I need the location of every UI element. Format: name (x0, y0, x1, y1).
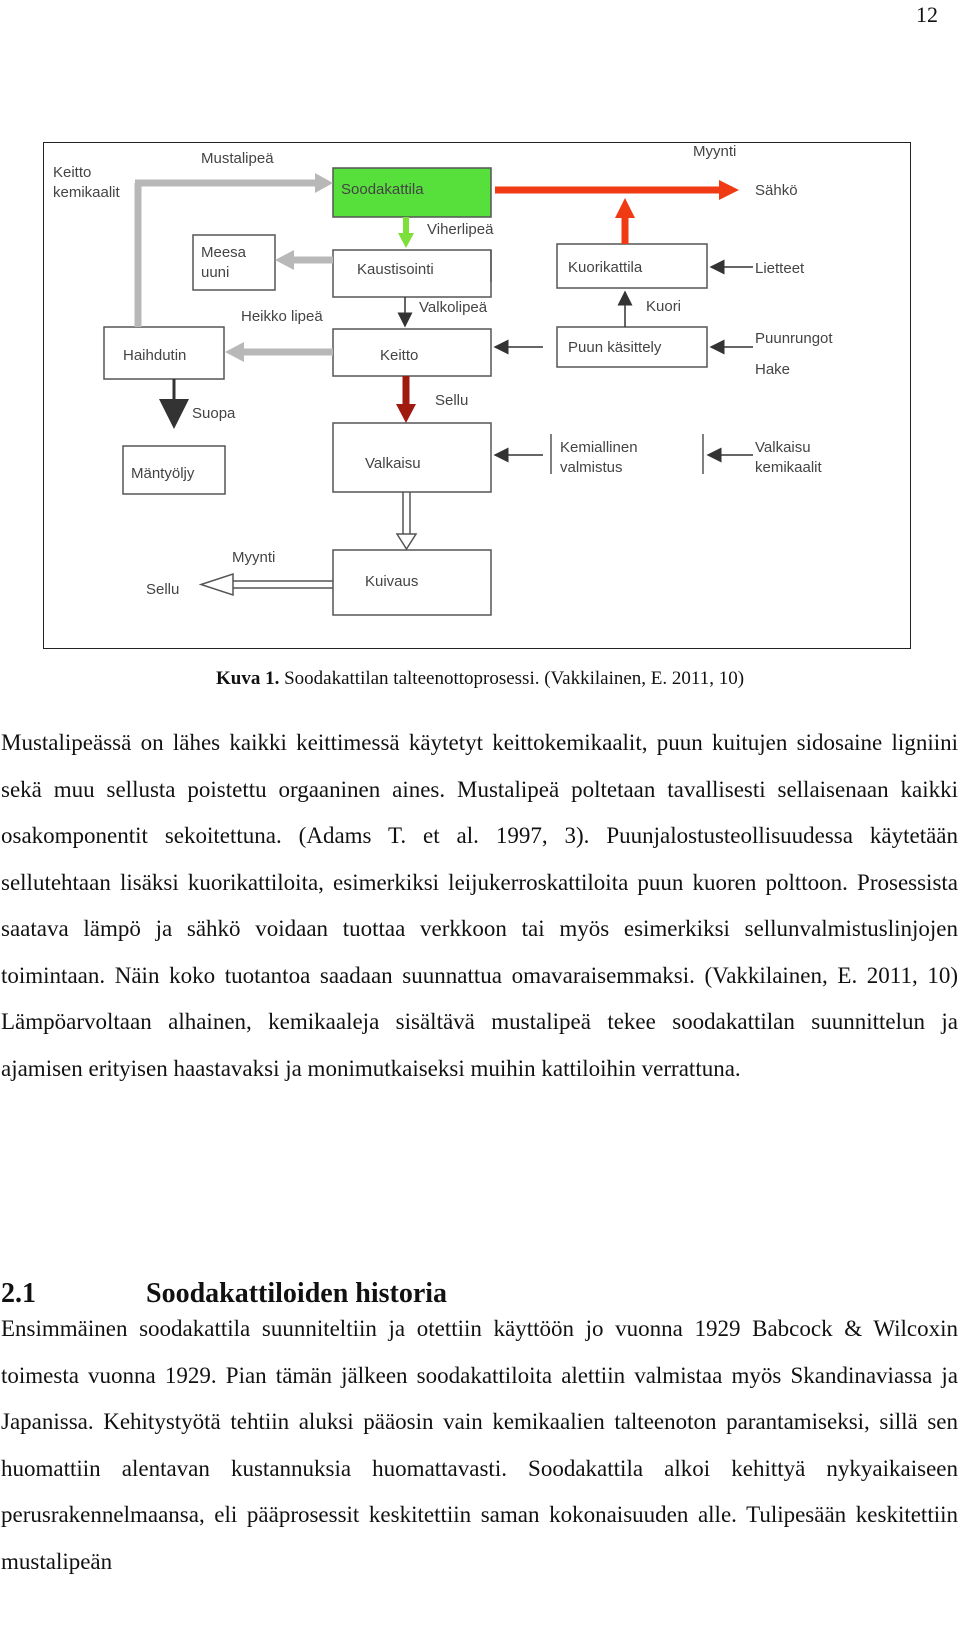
label-viherlipea: Viherlipeä (427, 221, 494, 238)
label-keitto-kemikaalit-2: kemikaalit (53, 184, 120, 201)
figure-caption (0, 668, 960, 690)
process-diagram (43, 142, 911, 649)
label-keitto: Keitto (380, 347, 419, 364)
process-diagram-svg (43, 142, 911, 649)
label-kuori: Kuori (646, 298, 682, 315)
label-lietteet: Lietteet (755, 260, 805, 277)
page-number: 12 (916, 2, 938, 27)
label-myynti-bottom: Myynti (232, 549, 276, 566)
label-haihdutin: Haihdutin (123, 347, 187, 364)
label-keitto-kemikaalit-1: Keitto (53, 164, 92, 181)
paragraph-2: Ensimmäinen soodakattila suunniteltiin ja otettiin käyttöön jo vuonna 1929 Babcock & Wilcoxin toimesta vuonna 1929. Pian tämän jälkeen soodakattiloita alettiin valmistaa myös Skandinaviassa ja Japanissa. Kehitystyötä tehtiin aluksi pääosin vain kemikaalien talteenoton parantamiseksi, sillä sen huomattiin alentavan kustannuksia huomattavasti. Soodakattila alkoi kehittyä nykyaikaiseen perusrakennelmaansa, eli pääprosessit keskitettiin saman kokonaisuuden alle. Tulipesään keskitettiin mustalipeän (1, 1316, 958, 1574)
label-kaustisointi: Kaustisointi (357, 261, 434, 278)
label-puunrungot: Puunrungot (755, 330, 833, 347)
label-heikko-lipea: Heikko lipeä (241, 308, 323, 325)
label-soodakattila: Soodakattila (341, 181, 424, 198)
label-kemiallinen: Kemiallinen (560, 439, 638, 456)
label-puun-kasittely: Puun käsittely (568, 339, 662, 356)
label-uuni: uuni (201, 264, 230, 281)
label-sellu-mid: Sellu (435, 392, 469, 409)
label-hake: Hake (755, 361, 791, 378)
label-valkaisu-chem-1: Valkaisu (755, 439, 811, 456)
label-valmistus: valmistus (560, 459, 623, 476)
label-valkaisu-chem-2: kemikaalit (755, 459, 822, 476)
label-myynti-top: Myynti (693, 143, 737, 160)
label-valkolipea: Valkolipeä (419, 299, 488, 316)
section-title: Soodakattiloiden historia (146, 1278, 448, 1309)
section-number: 2.1 (1, 1278, 36, 1309)
label-mantyoljy: Mäntyöljy (131, 465, 195, 482)
caption-label: Kuva 1. (215, 668, 280, 689)
label-kuorikattila: Kuorikattila (568, 259, 643, 276)
label-valkaisu: Valkaisu (365, 455, 421, 472)
label-sahko: Sähkö (755, 182, 798, 199)
paragraph-1: Mustalipeässä on lähes kaikki keittimessä käytetyt keittokemikaalit, puun kuitujen sidosaine ligniini sekä muu sellusta poistettu orgaaninen aines. Mustalipeä poltetaan tavallisesti sellaisenaan kaikki osakomponentit sekoitettuna. (Adams T. et al. 1997, 3). Puunjalostusteollisuudessa käytetään sellutehtaan lisäksi kuorikattiloita, esimerkiksi leijukerroskattiloita puun kuoren polttoon. Prosessista saatava lämpö ja sähkö voidaan tuottaa verkkoon tai myös esimerkiksi sellunvalmistuslinjojen toimintaan. Näin koko tuotantoa saadaan suunnattua omavaraisemmaksi. (Vakkilainen, E. 2011, 10) Lämpöarvoltaan alhainen, kemikaaleja sisältävä mustalipeä tekee soodakattilan suunnittelun ja ajamisen erityisen haastavaksi ja monimutkaiseksi muihin kattiloihin verrattuna. (1, 730, 958, 1081)
label-kuivaus: Kuivaus (365, 573, 419, 590)
caption-text: Soodakattilan talteenottoprosessi. (Vakkilainen, E. 2011, 10) (279, 668, 745, 689)
label-sellu-bottom: Sellu (146, 581, 180, 598)
label-meesa: Meesa (201, 244, 247, 261)
label-suopa: Suopa (192, 405, 236, 422)
label-mustalipea: Mustalipeä (201, 150, 274, 167)
